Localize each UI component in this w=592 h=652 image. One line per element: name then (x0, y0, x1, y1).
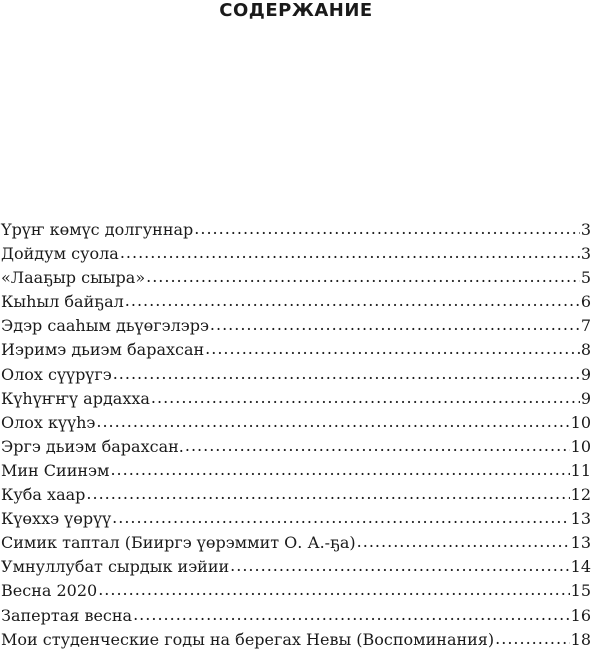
dot-leader (133, 603, 570, 627)
toc-entry-title: Эдэр сааһым дьүөгэлэрэ (1, 316, 209, 336)
toc-entry-page-number: 8 (580, 340, 591, 360)
toc-entry (0, 387, 592, 411)
toc-entry (0, 483, 592, 507)
toc-entry (0, 411, 592, 435)
toc-entry-title: Дойдум суола (1, 244, 119, 264)
toc-entry-title: Күһүҥҥү ардахха (1, 388, 150, 408)
toc-entry (0, 579, 592, 603)
toc-entry-title: Эргэ дьиэм барахсан. (1, 436, 184, 456)
toc-entry (0, 507, 592, 531)
toc-entry-title: Күөххэ үөрүү (1, 509, 112, 529)
toc-entry-page-number: 16 (570, 605, 591, 625)
toc-entry (0, 555, 592, 579)
dot-leader (205, 337, 580, 361)
toc-entry-page-number: 5 (580, 268, 591, 288)
toc-entry-title: Мин Сиинэм (1, 460, 110, 480)
toc-entry (0, 628, 592, 652)
toc-entry-title: «Лааҕыр сыыра» (1, 268, 146, 288)
toc-entry-title: Запертая весна (1, 605, 133, 625)
toc-entry-page-number: 3 (580, 220, 591, 239)
toc-entry-title: Куба хаар (1, 485, 86, 505)
toc-entry-title: Олох күүһэ (1, 412, 96, 432)
toc-entry (0, 242, 592, 266)
toc-entry (0, 338, 592, 362)
toc-entry-title: Весна 2020 (1, 581, 98, 601)
dot-leader (125, 289, 580, 313)
dot-leader (210, 313, 580, 337)
toc-entry-title: Умнуллубат сырдык иэйии (1, 557, 230, 577)
dot-leader (110, 458, 569, 482)
dot-leader (151, 386, 580, 410)
toc-entry-page-number: 10 (570, 436, 591, 456)
dot-leader (86, 482, 569, 506)
page-title: СОДЕРЖАНИЕ (219, 0, 373, 21)
toc-entry-title: Олох сүүрүгэ (1, 364, 112, 384)
toc-entry (0, 604, 592, 628)
toc-entry-page-number: 7 (580, 316, 591, 336)
toc-entry (0, 435, 592, 459)
toc-entry (0, 290, 592, 314)
toc-entry-title: Үрүҥ көмүс долгуннар (1, 220, 194, 239)
dot-leader (185, 434, 570, 458)
dot-leader (98, 578, 569, 602)
dot-leader (96, 410, 569, 434)
toc-entry-page-number: 18 (570, 629, 591, 649)
toc-entry-page-number: 9 (580, 364, 591, 384)
toc-entry-title: Мои студенческие годы на берегах Невы (Воспоминания) (1, 629, 495, 649)
toc-entry-page-number: 14 (570, 557, 591, 577)
dot-leader (120, 241, 580, 265)
toc-entry-page-number: 6 (580, 292, 591, 312)
toc-entry-page-number: 11 (570, 460, 591, 480)
toc-entry-page-number: 13 (570, 509, 591, 529)
dot-leader (112, 506, 570, 530)
toc-entry-page-number: 9 (580, 388, 591, 408)
dot-leader (113, 362, 580, 386)
toc-entry (0, 459, 592, 483)
dot-leader (357, 530, 570, 554)
toc-entry-page-number: 3 (580, 244, 591, 264)
toc-entry (0, 266, 592, 290)
toc-entry (0, 531, 592, 555)
dot-leader (495, 627, 570, 651)
dot-leader (146, 265, 580, 289)
toc-entry-title: Симик таптал (Бииргэ үөрэммит О. А.-ҕа) (1, 533, 356, 553)
toc-entry-page-number: 10 (570, 412, 591, 432)
toc-entry (0, 218, 592, 242)
toc-entry-title: Иэримэ дьиэм барахсан (1, 340, 205, 360)
toc-entry (0, 363, 592, 387)
toc-entry-page-number: 15 (570, 581, 591, 601)
dot-leader (230, 554, 569, 578)
toc-entry (0, 314, 592, 338)
toc-entry-page-number: 13 (570, 533, 591, 553)
toc-entry-title: Кыһыл байҕал (1, 292, 124, 312)
dot-leader (194, 217, 580, 241)
toc-entry-page-number: 12 (570, 485, 591, 505)
table-of-contents (0, 218, 592, 652)
